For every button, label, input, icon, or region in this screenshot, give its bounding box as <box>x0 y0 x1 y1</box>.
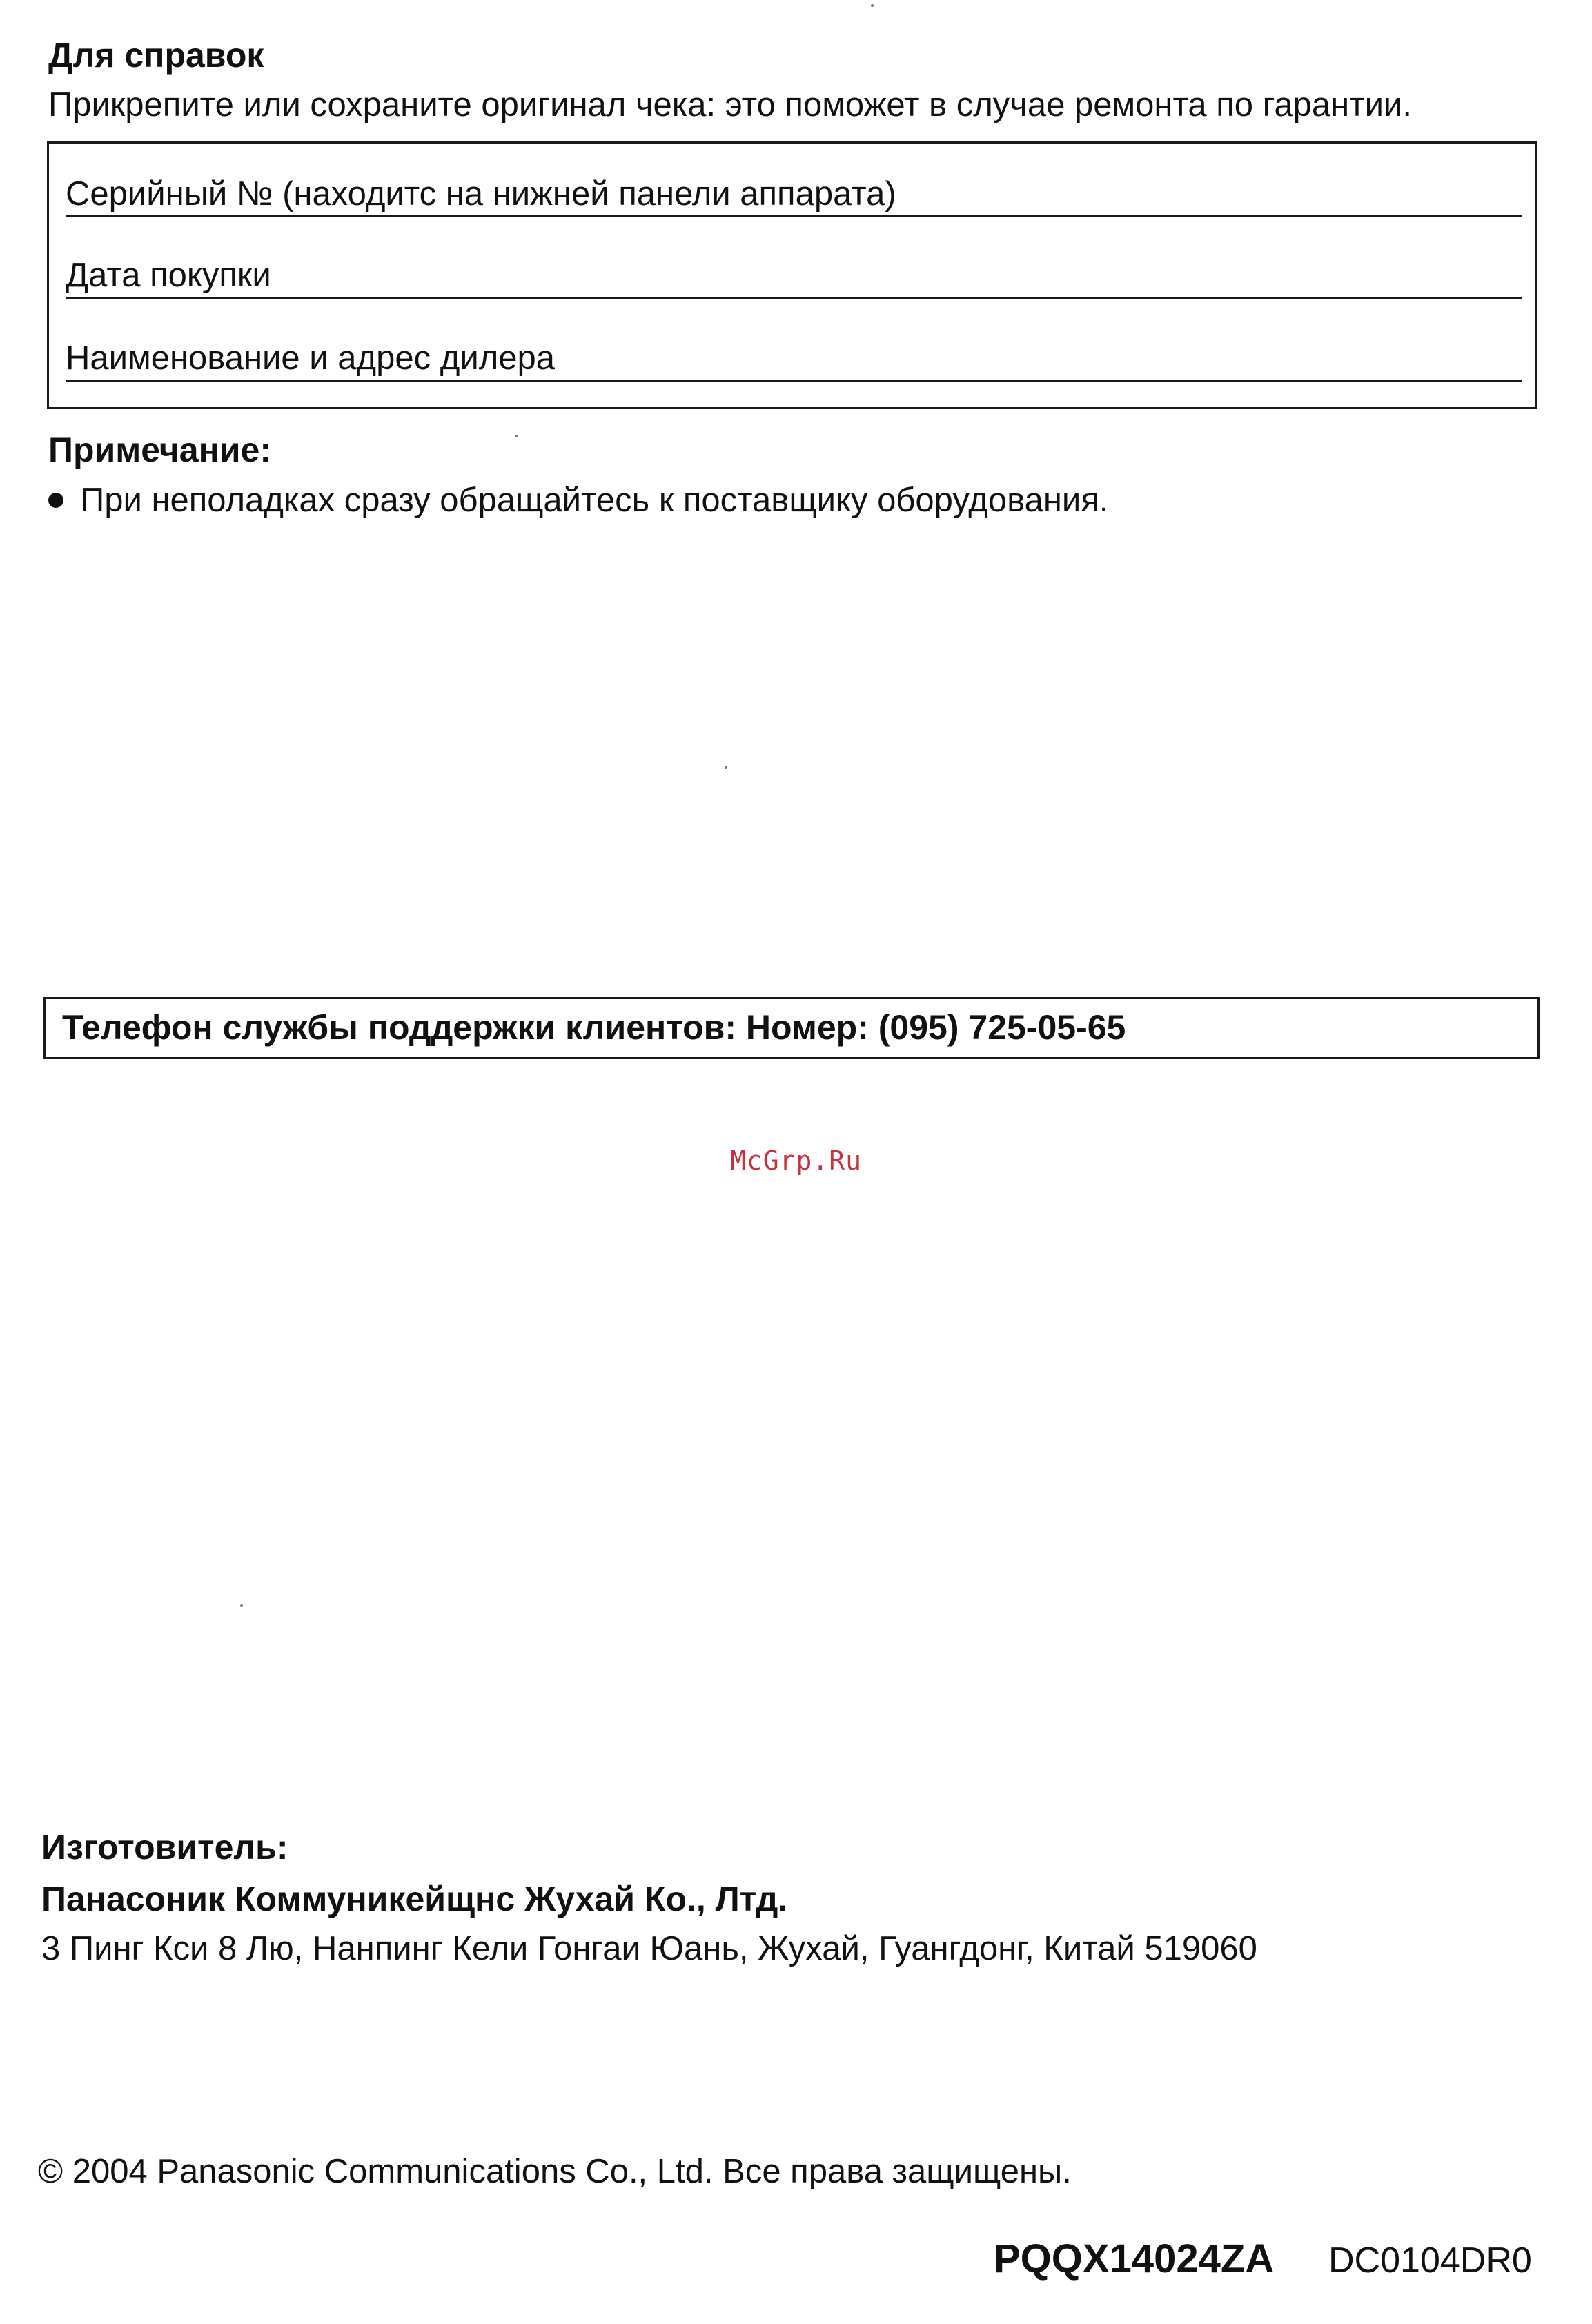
support-phone-box <box>43 997 1540 1059</box>
note-item <box>48 478 1108 522</box>
dealer-label: Наименование и адрес дилера <box>66 339 556 377</box>
copyright: © 2004 Panasonic Communications Co., Ltd. Все права защищены. <box>38 2153 1072 2190</box>
watermark: McGrp.Ru <box>729 1145 863 1176</box>
model-code: PQQX14024ZA <box>994 2236 1275 2281</box>
reference-title: Для справок <box>48 36 264 75</box>
serial-number-field[interactable] <box>66 173 1522 217</box>
note-title: Примечание: <box>48 431 271 469</box>
document-code: DC0104DR0 <box>1328 2241 1532 2281</box>
dealer-field[interactable] <box>66 337 1522 382</box>
serial-number-label: Серийный № (находитс на нижней панели аппарата) <box>66 175 896 213</box>
manufacturer-name: Панасоник Коммуникейщнс Жухай Ко., Лтд. <box>41 1880 788 1918</box>
purchase-date-label: Дата покупки <box>66 257 271 294</box>
reference-intro: Прикрепите или сохраните оригинал чека: это поможет в случае ремонта по гарантии. <box>48 86 1413 124</box>
note-item-text: При неполадках сразу обращайтесь к поставщику оборудования. <box>80 482 1109 519</box>
scan-speck <box>240 1604 243 1607</box>
reference-box <box>47 141 1537 409</box>
bullet-icon <box>48 493 63 508</box>
purchase-date-field[interactable] <box>66 254 1522 299</box>
manufacturer-address: 3 Пинг Кси 8 Лю, Нанпинг Кели Гонгаи Юань, Жухай, Гуангдонг, Китай 519060 <box>41 1930 1257 1967</box>
scan-speck <box>515 435 518 437</box>
manufacturer-title: Изготовитель: <box>41 1828 288 1867</box>
scan-speck <box>871 4 874 7</box>
scan-speck <box>725 766 727 769</box>
support-phone-text: Телефон службы поддержки клиентов: Номер: (095) 725-05-65 <box>62 1008 1126 1047</box>
